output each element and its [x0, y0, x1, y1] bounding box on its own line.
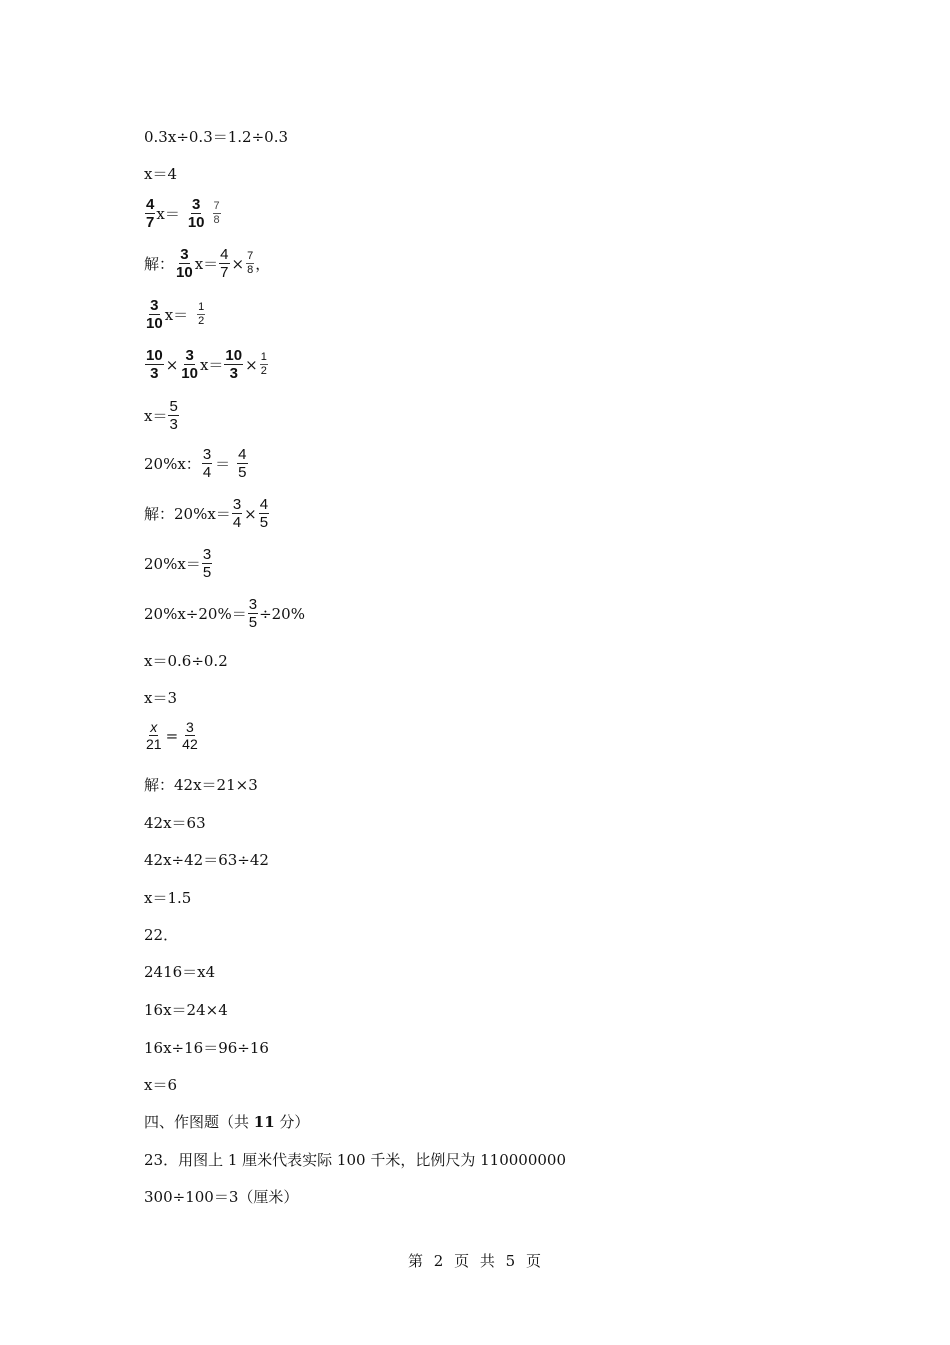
equation-line: 20%x： $\frac{3}{4}$ ＝ $\frac{4}{5}$ [144, 446, 247, 481]
equation-line: 解： $\frac{3}{10}$ x＝ $\frac{4}{7}$ × $\frac{7}{8}$ ， [144, 246, 271, 281]
equation-line: x＝4 [144, 165, 178, 183]
fraction: $\frac{4}{5}$ [259, 496, 269, 531]
fraction: $\frac{x}{21}$ [146, 719, 162, 752]
fraction: $\frac{3}{4}$ [202, 446, 212, 481]
fraction: $\frac{3}{10}$ [187, 196, 205, 231]
equation-line: 解：20%x＝ $\frac{3}{4}$ × $\frac{4}{5}$ [144, 496, 269, 531]
equation-line: 20%x÷20%＝ $\frac{3}{5}$ ÷20% [144, 596, 305, 631]
equation-line: 2416＝x4 [144, 963, 216, 981]
fraction: $\frac{7}{8}$ [213, 200, 220, 226]
equation-line: x＝3 [144, 689, 178, 707]
page-footer: 第 2 页 共 5 页 [408, 1252, 542, 1270]
fraction: $\frac{3}{10}$ [176, 246, 193, 281]
fraction: $\frac{10}{3}$ [225, 347, 243, 382]
fraction: $\frac{4}{5}$ [238, 446, 247, 481]
equation-line: 解：42x＝21×3 [144, 776, 258, 794]
fraction: $\frac{7}{8}$ [247, 250, 254, 276]
question-text: 23．用图上 1 厘米代表实际 100 千米，比例尺为 110000000 [144, 1151, 566, 1169]
fraction: $\frac{3}{10}$ [181, 347, 198, 382]
fraction: $\frac{4}{7}$ [146, 196, 155, 231]
equation-line: 300÷100＝3（厘米） [144, 1188, 299, 1206]
fraction: $\frac{3}{5}$ [248, 596, 258, 631]
equation-line: $\frac{4}{7}$ x ＝ $\frac{3}{10}$ $\frac{7}{8}$ [146, 196, 220, 231]
equation-line: 16x÷16＝96÷16 [144, 1039, 269, 1057]
equation-line: 0.3x÷0.3＝1.2÷0.3 [144, 128, 289, 146]
equation-line: x＝ $\frac{5}{3}$ [144, 398, 178, 433]
equation-line: 42x÷42＝63÷42 [144, 851, 269, 869]
equation-line: x＝6 [144, 1076, 178, 1094]
equation-line: $\frac{x}{21}$ = $\frac{3}{42}$ [146, 719, 198, 752]
fraction: $\frac{1}{2}$ [198, 301, 205, 327]
fraction: $\frac{3}{5}$ [202, 546, 212, 581]
equation-line: $\frac{10}{3}$ × $\frac{3}{10}$ x＝ $\frac{10}{3}$ × $\frac{1}{2}$ [146, 347, 267, 382]
equation-line: 16x＝24×4 [144, 1001, 228, 1019]
equation-line: x＝0.6÷0.2 [144, 652, 228, 670]
fraction: $\frac{5}{3}$ [169, 398, 178, 433]
section-heading: 四、作图题（共 11 分） [144, 1113, 310, 1131]
equation-line: x＝1.5 [144, 889, 192, 907]
equation-line: 42x＝63 [144, 814, 206, 832]
question-number: 22． [144, 926, 179, 944]
fraction: $\frac{4}{7}$ [220, 246, 229, 281]
fraction: $\frac{3}{42}$ [182, 719, 198, 752]
equation-line: 20%x＝ $\frac{3}{5}$ [144, 546, 212, 581]
fraction: $\frac{10}{3}$ [146, 347, 163, 382]
fraction: $\frac{3}{4}$ [232, 496, 242, 531]
fraction: $\frac{3}{10}$ [146, 297, 163, 332]
fraction: $\frac{1}{2}$ [260, 351, 267, 377]
equation-line: $\frac{3}{10}$ x＝ $\frac{1}{2}$ [146, 297, 205, 332]
